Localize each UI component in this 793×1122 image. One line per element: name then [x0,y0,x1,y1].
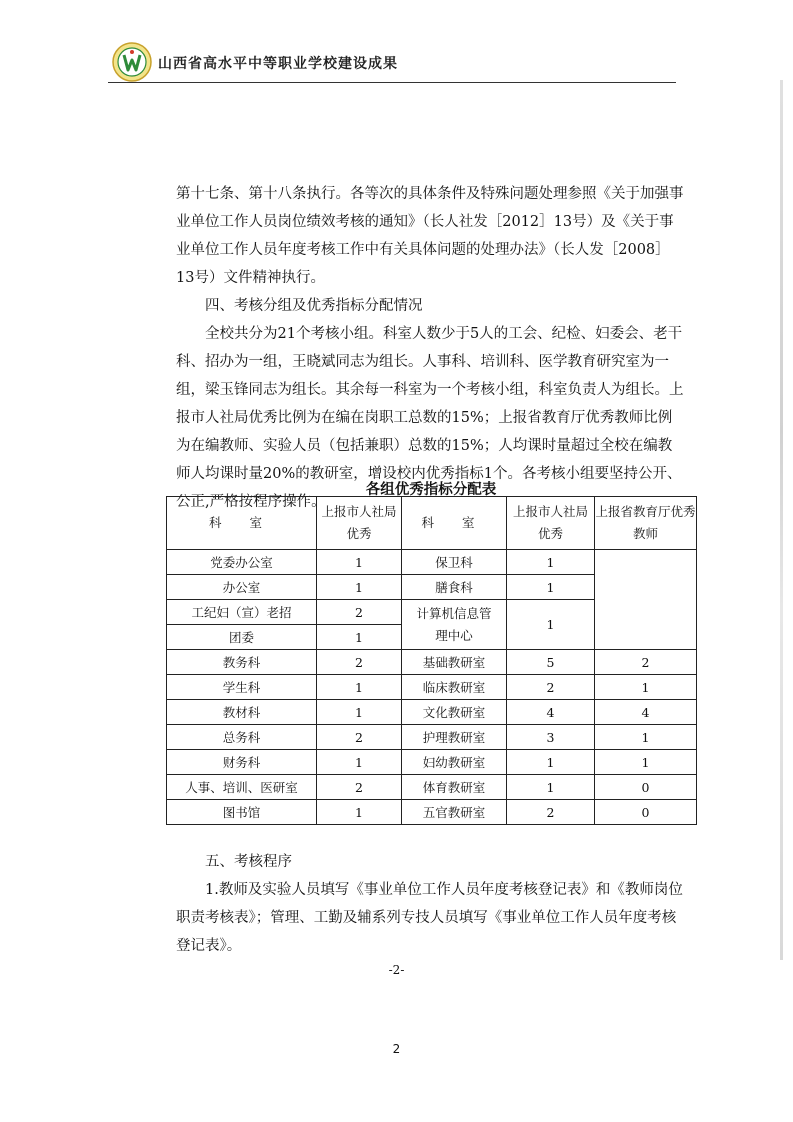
dept-cell: 图书馆 [167,800,317,825]
province-cell: 2 [595,650,697,675]
city-cell: 3 [507,725,595,750]
paragraph-continuation: 第十七条、第十八条执行。各等次的具体条件及特殊问题处理参照《关于加强事业单位工作人员岗位绩效考核的通知》（长人社发［2012］13号）及《关于事业单位工作人员年度考核工作中有关具体问题的处理办法》（长人发［2008］13号）文件精神执行。 [176,186,684,286]
page-header [108,40,676,88]
page-number: 2 [392,1042,401,1056]
city-cell: 1 [317,625,402,650]
city-cell: 2 [317,600,402,625]
province-cell: 1 [595,725,697,750]
province-cell: 0 [595,800,697,825]
header-dept-left: 科 室 [167,497,317,550]
inner-page-mark: -2- [388,963,405,977]
quota-table [166,496,697,825]
table-row [167,725,697,750]
city-cell: 2 [317,775,402,800]
dept-cell: 妇幼教研室 [402,750,507,775]
city-cell: 5 [507,650,595,675]
province-cell: 4 [595,700,697,725]
dept-cell: 总务科 [167,725,317,750]
dept-cell: 学生科 [167,675,317,700]
city-cell: 2 [507,800,595,825]
dept-cell: 人事、培训、医研室 [167,775,317,800]
dept-cell: 基础教研室 [402,650,507,675]
body-text [176,180,686,516]
table-row [167,675,697,700]
city-cell: 1 [317,675,402,700]
table-row [167,650,697,675]
table-row [167,800,697,825]
dept-cell: 保卫科 [402,550,507,575]
dept-cell: 文化教研室 [402,700,507,725]
table-row [167,700,697,725]
header-rule [108,82,676,83]
province-cell: 0 [595,775,697,800]
city-cell: 1 [507,550,595,575]
dept-cell: 体育教研室 [402,775,507,800]
paragraph-grouping: 全校共分为21个考核小组。科室人数少于5人的工会、纪检、妇委会、老干科、招办为一组，王晓斌同志为组长。人事科、培训科、医学教育研究室为一组，梁玉锋同志为组长。其余每一科室为一个考核小组，科室负责人为组长。上报市人社局优秀比例为在编在岗职工总数的15%；上报省教育厅优秀教师比例为在编教师、实验人员（包括兼职）总数的15%；人均课时量超过全校在编教师人均课时量20%的教研室，增设校内优秀指标1个。各考核小组要坚持公开、公正,严格按程序操作。 [176,326,684,510]
header-city-left: 上报市人社局优秀 [317,497,402,550]
section-heading-5: 五、考核程序 [205,854,292,870]
dept-cell: 党委办公室 [167,550,317,575]
province-cell: 1 [595,675,697,700]
section-heading-4: 四、考核分组及优秀指标分配情况 [205,298,423,314]
table-row [167,550,697,575]
city-cell: 2 [507,675,595,700]
section-5 [176,848,686,960]
header-city-right: 上报市人社局优秀 [507,497,595,550]
dept-cell: 五官教研室 [402,800,507,825]
city-cell: 1 [317,800,402,825]
city-cell: 4 [507,700,595,725]
table-row [167,750,697,775]
city-cell: 2 [317,650,402,675]
procedure-item-1: 1.教师及实验人员填写《事业单位工作人员年度考核登记表》和《教师岗位职责考核表》；管理、工勤及辅系列专技人员填写《事业单位工作人员年度考核登记表》。 [176,882,683,954]
header-province: 上报省教育厅优秀教师 [595,497,697,550]
province-cell: 1 [595,750,697,775]
dept-cell: 财务科 [167,750,317,775]
city-cell: 1 [317,550,402,575]
city-cell: 1 [507,575,595,600]
city-cell: 1 [507,775,595,800]
school-logo-icon [112,42,152,82]
dept-cell: 工纪妇（宣）老招 [167,600,317,625]
dept-cell: 团委 [167,625,317,650]
dept-cell: 护理教研室 [402,725,507,750]
dept-cell: 教务科 [167,650,317,675]
dept-cell: 膳食科 [402,575,507,600]
header-title: 山西省高水平中等职业学校建设成果 [158,56,398,72]
table-row [167,775,697,800]
city-cell: 1 [317,700,402,725]
dept-cell: 计算机信息管理中心 [402,600,507,650]
scan-edge-shadow [780,80,783,960]
table-title: 各组优秀指标分配表 [365,482,497,498]
city-cell: 1 [507,750,595,775]
header-dept-right: 科 室 [402,497,507,550]
city-cell: 1 [317,575,402,600]
table-header-row [167,497,697,550]
dept-cell: 教材科 [167,700,317,725]
dept-cell: 办公室 [167,575,317,600]
city-cell: 1 [507,600,595,650]
city-cell: 1 [317,750,402,775]
dept-cell: 临床教研室 [402,675,507,700]
province-merged-empty-cell [595,550,697,650]
city-cell: 2 [317,725,402,750]
